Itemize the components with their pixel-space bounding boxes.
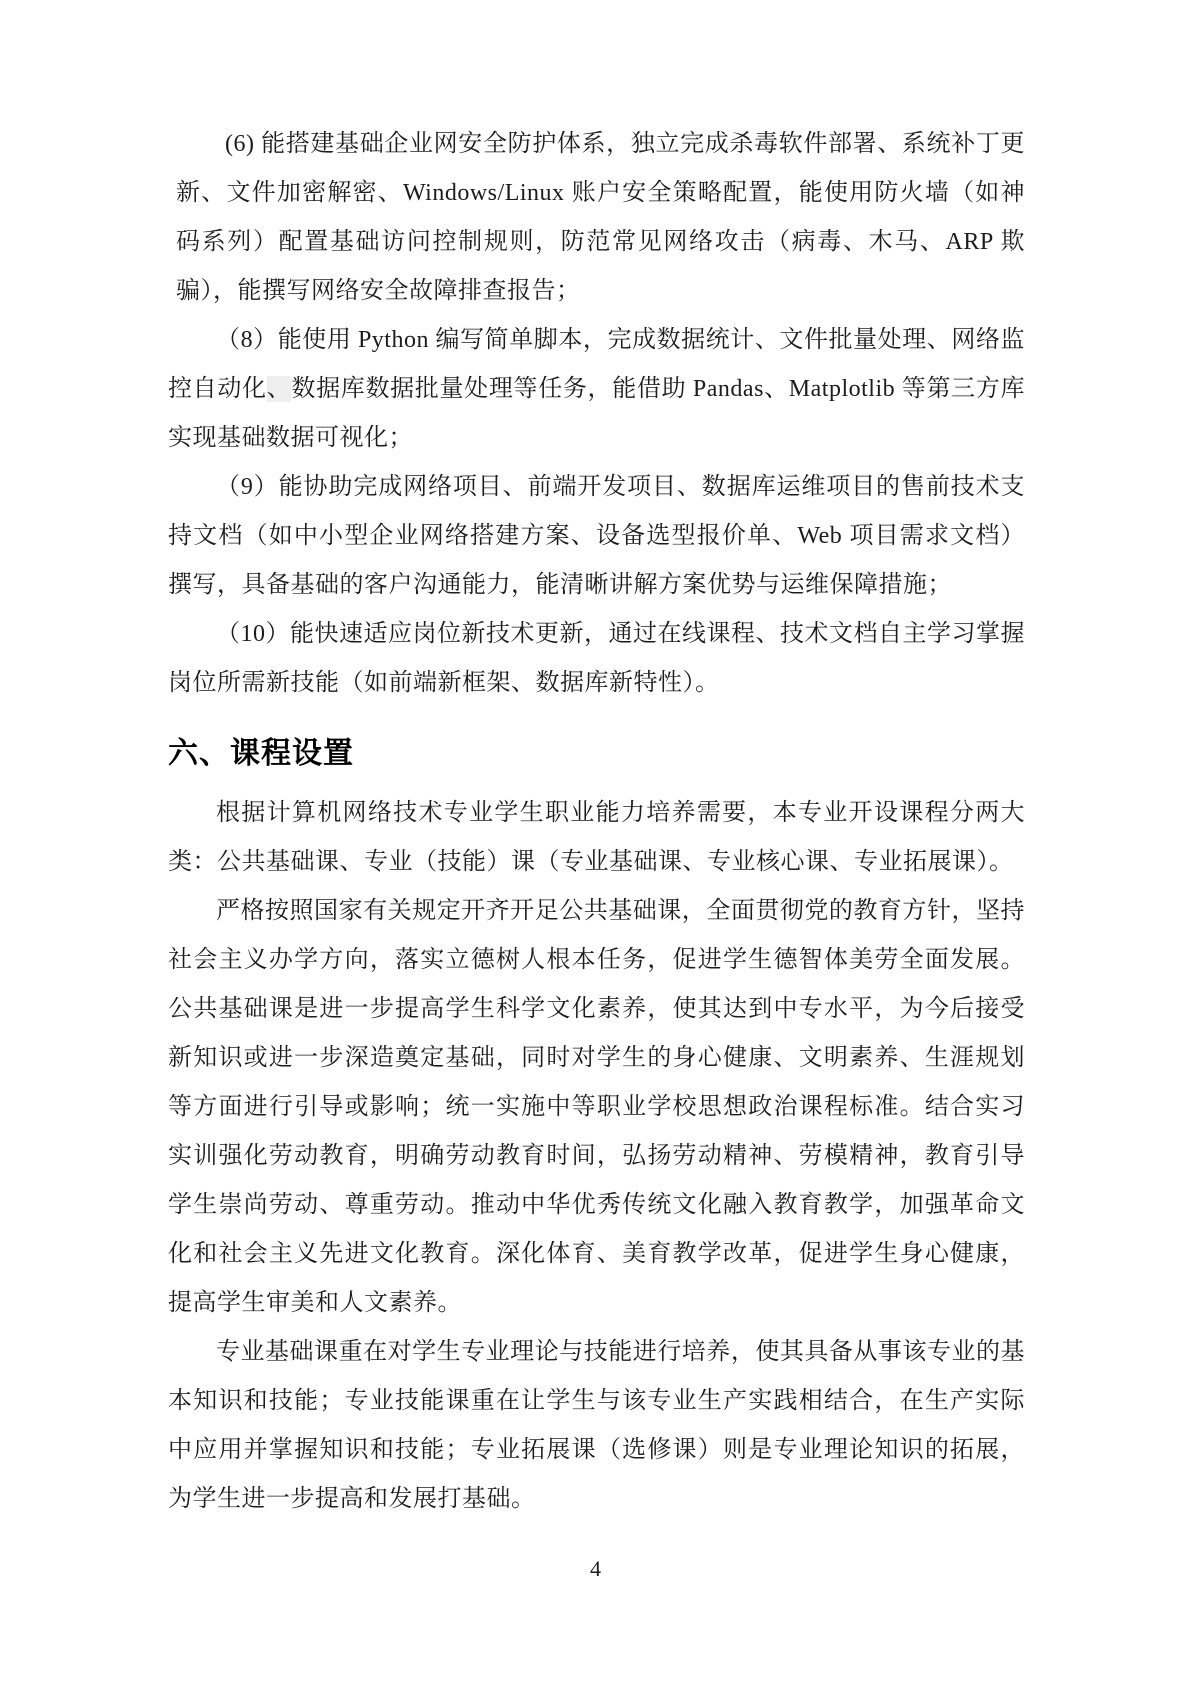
paragraph-skill-item-6: (6) 能搭建基础企业网安全防护体系，独立完成杀毒软件部署、系统补丁更新、文件加密解密、Windows/Linux 账户安全策略配置，能使用防火墙（如神码系列）配置基础访问控制规则，防范常见网络攻击（病毒、木马、ARP 欺骗），能撰写网络安全故障排查报告； xyxy=(176,131,1025,304)
paragraph-8-text-after: 数据库数据批量处理等任务，能借助 Pandas、Matplotlib 等第三方库实现基础数据可视化； xyxy=(168,376,1026,451)
section-heading-course-setup: 六、课程设置 xyxy=(168,737,354,770)
paragraph-skill-item-10: （10）能快速适应岗位新技术更新，通过在线课程、技术文档自主学习掌握岗位所需新技能（如前端新框架、数据库新特性）。 xyxy=(168,621,1025,696)
paragraph-skill-item-8 xyxy=(168,316,1025,463)
paragraph-public-basic-courses: 严格按照国家有关规定开齐开足公共基础课，全面贯彻党的教育方针，坚持社会主义办学方向，落实立德树人根本任务，促进学生德智体美劳全面发展。公共基础课是进一步提高学生科学文化素养，使其达到中专水平，为今后接受新知识或进一步深造奠定基础，同时对学生的身心健康、文明素养、生涯规划等方面进行引导或影响；统一实施中等职业学校思想政治课程标准。结合实习实训强化劳动教育，明确劳动教育时间，弘扬劳动精神、劳模精神，教育引导学生崇尚劳动、尊重劳动。推动中华优秀传统文化融入教育教学，加强革命文化和社会主义先进文化教育。深化体育、美育教学改革，促进学生身心健康，提高学生审美和人文素养。 xyxy=(168,898,1025,1316)
paragraph-skill-item-9: （9）能协助完成网络项目、前端开发项目、数据库运维项目的售前技术支持文档（如中小型企业网络搭建方案、设备选型报价单、Web 项目需求文档）撰写，具备基础的客户沟通能力，能清晰讲解方案优势与运维保障措施； xyxy=(168,474,1025,598)
paragraph-8-text-before: （8）能使用 Python 编写简单脚本，完成数据统计、文件批量处理、网络监控自动化 xyxy=(168,327,1025,402)
page-number: 4 xyxy=(590,1556,601,1581)
highlighted-punctuation: 、 xyxy=(266,376,292,402)
page-body xyxy=(168,120,1025,1524)
paragraph-professional-courses: 专业基础课重在对学生专业理论与技能进行培养，使其具备从事该专业的基本知识和技能；专业技能课重在让学生与该专业生产实践相结合，在生产实际中应用并掌握知识和技能；专业拓展课（选修课）则是专业理论知识的拓展，为学生进一步提高和发展打基础。 xyxy=(168,1339,1025,1512)
paragraph-course-overview: 根据计算机网络技术专业学生职业能力培养需要，本专业开设课程分两大类：公共基础课、专业（技能）课（专业基础课、专业核心课、专业拓展课）。 xyxy=(168,800,1025,875)
